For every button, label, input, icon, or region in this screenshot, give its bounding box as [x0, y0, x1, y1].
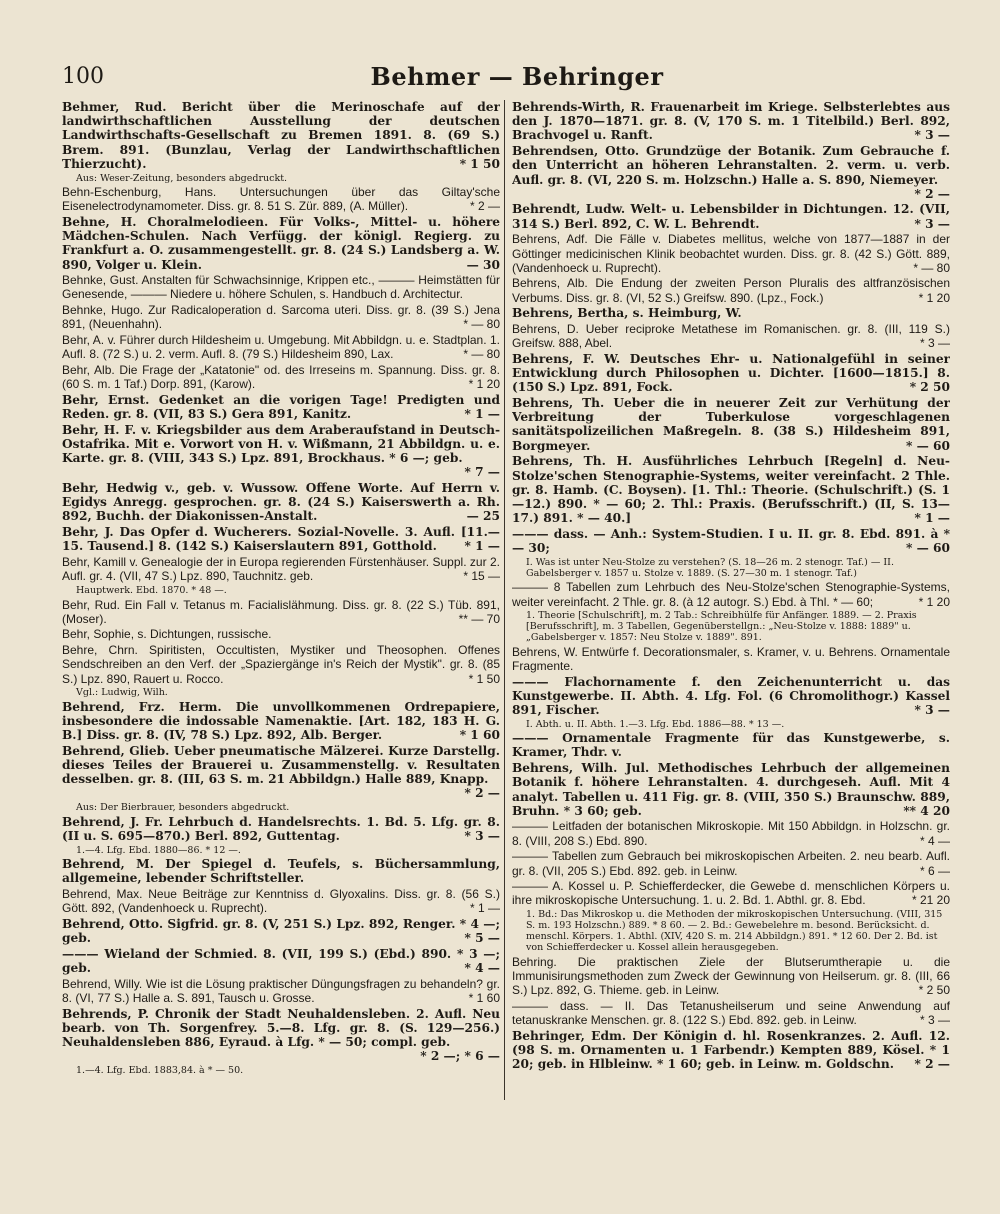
- entry-price: ** 4 20: [903, 803, 950, 818]
- bibliography-entry: [512, 527, 950, 555]
- bibliography-entry: [62, 215, 500, 272]
- bibliography-entry: [512, 955, 950, 998]
- entry-price: * 3 —: [464, 828, 500, 843]
- bibliography-entry: [62, 643, 500, 686]
- bibliography-entry: [512, 675, 950, 718]
- entry-note: Hauptwerk. Ebd. 1870. * 48 —.: [76, 585, 227, 596]
- entry-note: Aus: Weser-Zeitung, besonders abgedruckt.: [76, 172, 288, 184]
- bibliography-entry: [512, 761, 950, 818]
- entry-text: ——— Flachornamente f. den Zeichenunterricht u. das Kunstgewerbe. II. Abth. 4. Lfg. Fol. (6 Chromolithogr.) Kassel 891, Fischer.: [512, 674, 950, 718]
- entry-price: * 1 60: [468, 990, 500, 1005]
- bibliography-entry: [512, 144, 950, 201]
- entry-text: Behrend, J. Fr. Lehrbuch d. Handelsrechts. 1. Bd. 5. Lfg. gr. 8. (II u. S. 695—870.) Berl. 892, Guttentag.: [62, 814, 500, 843]
- entry-price: * 1 20: [468, 377, 500, 392]
- entry-price: * 3 —: [919, 1012, 950, 1027]
- bibliography-entry: [62, 887, 500, 915]
- entry-text: Behrens, F. W. Deutsches Ehr- u. Nationalgefühl in seiner Entwicklung durch Philosophen u. Dichter. [1600—1815.] 8. (150 S.) Lpz. 891, Fock.: [512, 351, 950, 395]
- entry-text: ——— Wieland der Schmied. 8. (VII, 199 S.) (Ebd.) 890. * 3 —; geb.: [62, 946, 500, 975]
- bibliography-entry: Behnke, Gust. Anstalten für Schwachsinnige, Krippen etc., ——— Heimstätten für Genesende, ——— Niedere u. höhere Schulen, s. Handbuch d. Architectur.: [62, 273, 500, 302]
- entry-text: Behr, Rud. Ein Fall v. Tetanus m. Facialislähmung. Diss. gr. 8. (22 S.) Tüb. 891, (Moser).: [62, 597, 500, 626]
- entry-text: Behr, Alb. Die Frage der „Katatonie" od. des Irreseins m. Spannung. Diss. gr. 8. (60 S. m. 1 Taf.) Dorp. 891, (Karow).: [62, 362, 500, 392]
- entry-price: * 2 50: [918, 983, 950, 998]
- entry-text: Behne, H. Choralmelodieen. Für Volks-, Mittel- u. höhere Mädchen-Schulen. Nach Verfügg. der königl. Regierg. zu Frankfurt a. O. zusammengestellt. gr. 8. (24 S.) Landsberg a. W. 890, Volger u. Klein.: [62, 214, 500, 272]
- bibliography-entry: [62, 525, 500, 553]
- entry-price: * 1 20: [918, 290, 950, 305]
- entry-text: ——— 8 Tabellen zum Lehrbuch des Neu-Stolze'schen Stenographie-Systems, weiter vereinfacht. 2 Thle. gr. 8. (à 12 autogr. S.) Ebd. à Thl. * — 60;: [512, 580, 950, 609]
- bibliography-entry: [512, 819, 950, 847]
- entry-price: * 1 20: [918, 594, 950, 609]
- entry-text: ——— dass. — II. Das Tetanusheilserum und seine Anwendung auf tetanuskranke Menschen. gr. 8. (122 S.) Ebd. 892. geb. in Leinw.: [512, 998, 950, 1027]
- bibliography-entry: [512, 849, 950, 877]
- entry-text: Behmer, Rud. Bericht über die Merinoschafe auf der landwirthschaftlichen Ausstellung der deutschen Landwirthschafts-Gesellschaft zu Bremen 1891. 8. (69 S.) Brem. 891. (Bunzlau, Verlag der Landwirthschaftlichen Thierzucht).: [62, 100, 500, 171]
- entry-text: Behnke, Hugo. Zur Radicaloperation d. Sarcoma uteri. Diss. gr. 8. (39 S.) Jena 891, (Neuenhahn).: [62, 303, 500, 332]
- entry-note: 1.—4. Lfg. Ebd. 1883,84. à * — 50.: [76, 1064, 244, 1076]
- entry-price: * 3 —: [914, 216, 950, 231]
- entry-text: Behrens, Th. H. Ausführliches Lehrbuch [Regeln] d. Neu-Stolze'schen Stenographie-Systems, weiter vereinfacht. 2 Thle. gr. 8. Hamb. (C. Boysen). [1. Thl.: Theorie. (Schulschrift.) (S. 1—12.) 890. * — 60; 2. Thl.: Praxis. (Berufsschrift.) (II, S. 13—17.) 891. * — 40.]: [512, 454, 950, 526]
- entry-price: * 5 —: [464, 931, 500, 946]
- entry-price: * — 80: [463, 317, 500, 332]
- bibliography-entry: [62, 1007, 500, 1064]
- entry-text: Behrend, Otto. Sigfrid. gr. 8. (V, 251 S.) Lpz. 892, Renger. * 4 —; geb.: [62, 916, 500, 946]
- bibliography-entry: [512, 202, 950, 230]
- entry-text: Behr, Hedwig v., geb. v. Wussow. Offene Worte. Auf Herrn v. Egidys Anregg. gesprochen. gr. 8. (24 S.) Kaiserswerth a. Rh. 892, Buchh. der Diakonissen-Anstalt.: [62, 481, 500, 524]
- entry-text: Behrend, Max. Neue Beiträge zur Kenntniss d. Glyoxalins. Diss. gr. 8. (56 S.) Gött. 892, (Vandenhoeck u. Ruprecht).: [62, 886, 500, 916]
- entry-text: Behrendt, Ludw. Welt- u. Lebensbilder in Dichtungen. 12. (VII, 314 S.) Berl. 892, C. W. L. Behrendt.: [512, 202, 950, 231]
- entry-price: * 1 —: [469, 901, 500, 916]
- bibliography-entry: [512, 580, 950, 608]
- entry-price: * 2 —; * 6 —: [420, 1049, 500, 1064]
- entry-text: Behre, Chrn. Spiritisten, Occultisten, Mystiker und Theosophen. Offenes Sendschreiben an den Verf. der „Spaziergänge in's Reich der Mystik". gr. 8. (85 S.) Lpz. 890, Rauert u. Rocco.: [62, 643, 500, 686]
- entry-text: Behr, Ernst. Gedenket an die vorigen Tage! Predigten und Reden. gr. 8. (VII, 83 S.) Gera 891, Kanitz.: [62, 392, 500, 422]
- entry-note: 1.—4. Lfg. Ebd. 1880—86. * 12 —.: [76, 844, 241, 856]
- bibliography-entry: [62, 100, 500, 171]
- bibliography-entry: [512, 1029, 950, 1072]
- bibliography-entry: [62, 947, 500, 975]
- entry-text: Behrends, P. Chronik der Stadt Neuhaldensleben. 2. Aufl. Neu bearb. von Th. Sorgenfrey. 5.—8. Lfg. gr. 8. (S. 129—256.) Neuhaldensleben 886, Eyraud. à Lfg. * — 50; compl. geb.: [62, 1006, 500, 1049]
- entry-price: * 1 50: [459, 156, 500, 171]
- bibliography-entry: [512, 879, 950, 907]
- entry-price: * 2 50: [909, 380, 950, 395]
- bibliography-entry: Behrens, Bertha, s. Heimburg, W.: [512, 306, 742, 321]
- entry-price: * 2 —: [464, 786, 500, 801]
- entry-price: * 3 —: [914, 128, 950, 143]
- entry-price: * 2 —: [469, 199, 500, 214]
- entry-price: * 1 —: [464, 539, 500, 554]
- entry-text: Behrend, Glieb. Ueber pneumatische Mälzerei. Kurze Darstellg. dieses Teiles der Brauerei u. Zusammenstellg. v. Resultaten desselben. gr. 8. (III, 63 S. m. 21 Abbildgn.) Halle 889, Knapp.: [62, 743, 500, 787]
- bibliography-entry: [512, 232, 950, 275]
- entry-price: * 1 —: [464, 407, 500, 422]
- entry-text: Behrens, D. Ueber reciproke Metathese im Romanischen. gr. 8. (III, 119 S.) Greifsw. 888, Abel.: [512, 322, 950, 351]
- entry-price: * 1 60: [459, 728, 500, 743]
- entry-text: Behrens, Wilh. Jul. Methodisches Lehrbuch der allgemeinen Botanik f. höhere Lehranstalten. 4. durchgeseh. Aufl. Mit 4 analyt. Tabellen u. 411 Fig. gr. 8. (VIII, 350 S.) Braunschw. 889, Bruhn. * 3 60; geb.: [512, 761, 950, 818]
- bibliography-entry: ——— Ornamentale Fragmente für das Kunstgewerbe, s. Kramer, Thdr. v.: [512, 731, 950, 760]
- bibliography-entry: [62, 333, 500, 361]
- entry-price: * 4 —: [919, 833, 950, 848]
- bibliography-entry: [62, 977, 500, 1005]
- bibliography-entry: [62, 185, 500, 213]
- entry-text: Behr, H. F. v. Kriegsbilder aus dem Araberaufstand in Deutsch-Ostafrika. Mit e. Vorwort von H. v. Wißmann, 21 Abbildgn. u. e. Karte. gr. 8. (VIII, 343 S.) Lpz. 891, Brockhaus. * 6 —; geb.: [62, 422, 500, 466]
- entry-note: Vgl.: Ludwig, Wilh.: [76, 687, 168, 699]
- entry-text: ——— A. Kossel u. P. Schiefferdecker, die Gewebe d. menschlichen Körpers u. ihre mikroskopische Untersuchung. 1. u. 2. Bd. 1. Abthl. gr. 8. Ebd.: [512, 879, 950, 908]
- entry-price: * 7 —: [464, 465, 500, 480]
- entry-price: * 1 —: [914, 511, 950, 526]
- bibliography-entry: [512, 322, 950, 350]
- entry-price: * 2 —: [914, 1057, 950, 1072]
- bibliography-entry: [62, 481, 500, 524]
- entry-text: Behrens, Th. Ueber die in neuerer Zeit zur Verhütung der Verbreitung der Tuberkulose vorgeschlagenen sanitätspolizeilichen Maßregeln. 8. (38 S.) Hildesheim 891, Borgmeyer.: [512, 396, 950, 453]
- left-column: [62, 100, 500, 1190]
- bibliography-entry: [62, 393, 500, 421]
- bibliography-entry: [62, 598, 500, 626]
- page-header: [62, 60, 972, 100]
- entry-price: * — 80: [913, 260, 950, 275]
- entry-text: Behrens, Adf. Die Fälle v. Diabetes mellitus, welche von 1877—1887 in der Göttinger medicinischen Klinik beobachtet wurden. Diss. gr. 8. (42 S.) Gött. 889, (Vandenhoeck u. Ruprecht).: [512, 232, 950, 275]
- entry-text: Behrend, Willy. Wie ist die Lösung praktischer Düngungsfragen zu behandeln? gr. 8. (VI, 77 S.) Halle a. S. 891, Tausch u. Grosse.: [62, 976, 500, 1005]
- entry-price: * — 80: [463, 347, 500, 362]
- entry-text: Behrend, Frz. Herm. Die unvollkommenen Ordrepapiere, insbesondere die indossable Namenaktie. [Art. 182, 183 H. G. B.] Diss. gr. 8. (IV, 78 S.) Lpz. 892, Alb. Berger.: [62, 699, 500, 743]
- entry-price: * — 60: [905, 541, 950, 556]
- bibliography-entry: [62, 303, 500, 331]
- entry-text: Behrends-Wirth, R. Frauenarbeit im Kriege. Selbsterlebtes aus den J. 1870—1871. gr. 8. (V, 170 S. m. 1 Titelbild.) Berl. 892, Brachvogel u. Ranft.: [512, 100, 950, 143]
- bibliography-entry: [62, 917, 500, 945]
- bibliography-entry: [62, 815, 500, 843]
- bibliography-entry: [62, 555, 500, 583]
- entry-price: ** — 70: [458, 611, 500, 626]
- entry-note: 1. Theorie [Schulschrift], m. 2 Tab.: Schreibhülfe für Anfänger. 1889. — 2. Praxis [Berufsschrift], m. 3 Tabellen, Gegenüberstellgn.: „Neu-Stolze v. 1888: 1889" u. „Gabelsberger v. 1857: Neu Stolze v. 1889". 891.: [526, 610, 917, 644]
- bibliography-entry: [62, 423, 500, 480]
- entry-text: ——— Tabellen zum Gebrauch bei mikroskopischen Arbeiten. 2. neu bearb. Aufl. gr. 8. (VII, 205 S.) Ebd. 892. geb. in Leinw.: [512, 849, 950, 878]
- right-column: [512, 100, 950, 1190]
- page-title: Behmer — Behringer: [370, 62, 664, 91]
- entry-note: I. Abth. u. II. Abth. 1.—3. Lfg. Ebd. 1886—88. * 13 —.: [526, 718, 785, 730]
- bibliography-entry: [512, 454, 950, 525]
- entry-text: ——— Leitfaden der botanischen Mikroskopie. Mit 150 Abbildgn. in Holzschn. gr. 8. (VIII, 208 S.) Ebd. 890.: [512, 819, 950, 848]
- bibliography-entry: [62, 700, 500, 743]
- entry-text: Behn-Eschenburg, Hans. Untersuchungen über das Giltay'sche Eisenelectrodynamometer. Diss. gr. 8. 51 S. Zür. 889, (A. Müller).: [62, 185, 500, 214]
- entry-note: Aus: Der Bierbrauer, besonders abgedruckt.: [76, 802, 290, 814]
- entry-price: * 21 20: [911, 893, 950, 908]
- bibliography-entry: [512, 276, 950, 304]
- entry-price: * 4 —: [464, 960, 500, 975]
- entry-text: Behr, A. v. Führer durch Hildesheim u. Umgebung. Mit Abbildgn. u. e. Stadtplan. 1. Aufl. 8. (72 S.) u. 2. verm. Aufl. 8. (79 S.) Hildesheim 890, Lax.: [62, 333, 500, 362]
- bibliography-entry: [512, 352, 950, 395]
- column-divider: [504, 100, 505, 1100]
- page-number: 100: [62, 64, 104, 89]
- bibliography-entry: Behrens, W. Entwürfe f. Decorationsmaler, s. Kramer, v. u. Behrens. Ornamentale Fragmente.: [512, 644, 950, 673]
- entry-price: * 3 —: [919, 336, 950, 351]
- bibliography-entry: Behrend, M. Der Spiegel d. Teufels, s. Büchersammlung, allgemeine, lebender Schriftsteller.: [62, 857, 500, 886]
- entry-text: Behr, Kamill v. Genealogie der in Europa regierenden Fürstenhäuser. Suppl. zur 2. Aufl. gr. 4. (VII, 47 S.) Lpz. 890, Tauchnitz. geb.: [62, 555, 500, 584]
- entry-text: Behr, J. Das Opfer d. Wucherers. Sozial-Novelle. 3. Aufl. [11.—15. Tausend.] 8. (142 S.) Kaiserslautern 891, Gotthold.: [62, 525, 500, 554]
- entry-note: I. Was ist unter Neu-Stolze zu verstehen? (S. 18—26 m. 2 stenogr. Taf.) — II. Gabelsberger v. 1857 u. Stolze v. 1889. (S. 27—30 m. 1 stenogr. Taf.): [526, 556, 894, 579]
- bibliography-entry: [512, 396, 950, 453]
- entry-text: ——— dass. — Anh.: System-Studien. I u. II. gr. 8. Ebd. 891. à * — 30;: [512, 526, 950, 556]
- entry-price: — 30: [466, 257, 500, 272]
- entry-price: * 15 —: [463, 569, 500, 584]
- entry-price: * — 60: [905, 438, 950, 453]
- entry-price: * 6 —: [919, 863, 950, 878]
- entry-price: * 3 —: [914, 703, 950, 718]
- bibliography-entry: [512, 100, 950, 143]
- entry-text: Behring. Die praktischen Ziele der Blutserumtherapie u. die Immunisirungsmethoden zum Zweck der Gewinnung von Heilserum. gr. 8. (III, 66 S.) Lpz. 892, G. Thieme. geb. in Leinw.: [512, 954, 950, 998]
- entry-note: 1. Bd.: Das Mikroskop u. die Methoden der mikroskopischen Untersuchung. (VIII, 315 S. m. 193 Holzschn.) 889. * 8 60. — 2. Bd.: Gewebelehre m. besond. Berücksicht. d. menschl. Körpers. 1. Abthl. (XIV, 420 S. m. 214 Abbildgn.) 891. * 12 60. Der 2. Bd. ist von Schiefferdecker u. Kossel allein herausgegeben.: [526, 909, 943, 954]
- bibliography-entry: [62, 744, 500, 801]
- entry-text: Behringer, Edm. Der Königin d. hl. Rosenkranzes. 2. Aufl. 12. (98 S. m. Ornamenten u. 1 Farbendr.) Kempten 889, Kösel. * 1 20; geb. in Hlbleinw. * 1 60; geb. in Leinw. m. Goldschn.: [512, 1028, 950, 1072]
- entry-price: * 1 50: [468, 671, 500, 686]
- entry-text: Behrendsen, Otto. Grundzüge der Botanik. Zum Gebrauche f. den Unterricht an höheren Lehranstalten. 2. verm. u. verb. Aufl. gr. 8. (VI, 220 S. m. Holzschn.) Halle a. S. 890, Niemeyer.: [512, 144, 950, 187]
- entry-price: * 2 —: [914, 186, 950, 201]
- bibliography-entry: [512, 999, 950, 1027]
- entry-price: — 25: [466, 509, 500, 524]
- entry-text: Behrens, Alb. Die Endung der zweiten Person Pluralis des altfranzösischen Verbums. Diss. gr. 8. (VI, 52 S.) Greifsw. 890. (Lpz., Fock.): [512, 276, 950, 305]
- bibliography-entry: [62, 363, 500, 391]
- bibliography-entry: Behr, Sophie, s. Dichtungen, russische.: [62, 627, 272, 642]
